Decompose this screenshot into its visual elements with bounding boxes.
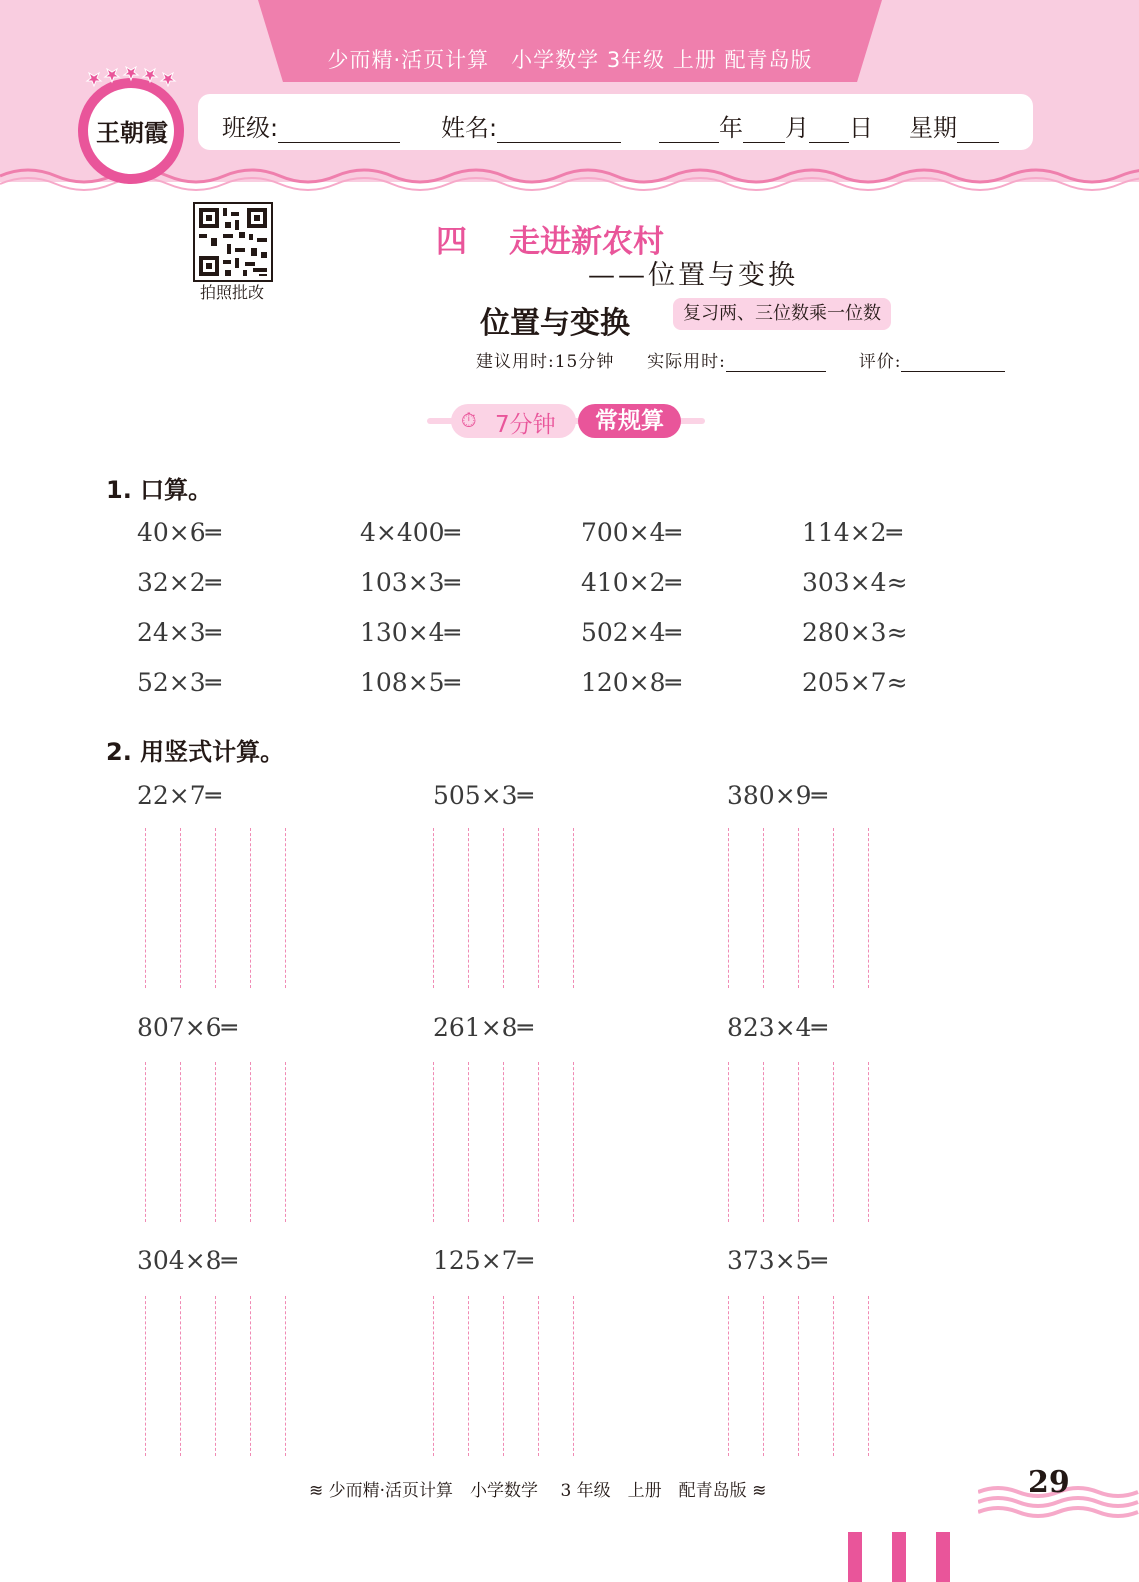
work-guide-line (763, 1062, 764, 1222)
work-guide-line (728, 1062, 729, 1222)
work-guide-line (868, 828, 869, 988)
work-guide-line (215, 828, 216, 988)
work-guide-line (798, 1296, 799, 1456)
q1-problem: 303×4≈ (802, 568, 908, 597)
time-info (476, 347, 1005, 372)
work-guide-line (573, 828, 574, 988)
work-guide-line (763, 828, 764, 988)
q1-problem: 120×8═ (581, 668, 681, 697)
work-guide-line (433, 828, 434, 988)
work-guide-line (180, 1296, 181, 1456)
class-blank[interactable] (278, 118, 400, 143)
work-guide-line (145, 1296, 146, 1456)
work-guide-line (868, 1296, 869, 1456)
work-guide-line (250, 1062, 251, 1222)
year-label: 年 (719, 114, 743, 142)
rating-blank[interactable] (901, 353, 1005, 372)
work-guide-line (250, 828, 251, 988)
work-guide-line (503, 1062, 504, 1222)
date-field[interactable] (659, 108, 873, 143)
work-guide-line (145, 828, 146, 988)
day-label: 日 (849, 114, 873, 142)
q1-problem: 410×2═ (581, 568, 681, 597)
q1-problem: 205×7≈ (802, 668, 908, 697)
page-number: 29 (1028, 1465, 1070, 1500)
work-guide-line (573, 1062, 574, 1222)
work-guide-line (728, 828, 729, 988)
weekday-blank[interactable] (957, 118, 999, 143)
q2-problem: 380×9═ (727, 781, 827, 810)
q2-problem: 823×4═ (727, 1013, 827, 1042)
work-guide-line (538, 828, 539, 988)
name-field[interactable] (441, 108, 621, 143)
q2-problem: 505×3═ (433, 781, 533, 810)
q2-heading: 2. 用竖式计算。 (106, 738, 285, 766)
q1-heading: 1. 口算。 (106, 476, 213, 504)
q2-problem: 125×7═ (433, 1246, 533, 1275)
qr-code-icon (195, 204, 271, 280)
work-guide-line (538, 1062, 539, 1222)
work-guide-line (833, 1296, 834, 1456)
edge-bar (848, 1532, 862, 1582)
rating-label: 评价: (858, 352, 902, 372)
work-guide-line (215, 1062, 216, 1222)
series-title: 少而精·活页计算 小学数学 3年级 上册 配青岛版 (327, 48, 813, 72)
q1-problem: 700×4═ (581, 518, 681, 547)
work-guide-line (180, 1062, 181, 1222)
work-guide-line (798, 1062, 799, 1222)
work-guide-line (728, 1296, 729, 1456)
work-guide-line (833, 828, 834, 988)
section-kind: 常规算 (578, 404, 681, 438)
name-label: 姓名: (441, 114, 498, 142)
q2-problem: 261×8═ (433, 1013, 533, 1042)
edge-bar (892, 1532, 906, 1582)
work-guide-line (503, 828, 504, 988)
q1-problem: 103×3═ (360, 568, 460, 597)
work-guide-line (573, 1296, 574, 1456)
q1-problem: 24×3═ (137, 618, 221, 647)
lesson-title: 位置与变换 (480, 306, 630, 341)
footer-text: ≋ 少而精·活页计算 小学数学 3 年级 上册 配青岛版 ≋ (309, 1481, 767, 1501)
work-guide-line (180, 828, 181, 988)
unit-number: 四 (436, 224, 467, 260)
unit-subtitle: ——位置与变换 (588, 260, 798, 291)
month-label: 月 (785, 114, 809, 142)
q1-problem: 108×5═ (360, 668, 460, 697)
q1-problem: 502×4═ (581, 618, 681, 647)
actual-time-label: 实际用时: (647, 352, 726, 372)
unit-title: 走进新农村 (509, 224, 664, 260)
qr-label: 拍照批改 (199, 283, 264, 302)
name-blank[interactable] (497, 118, 621, 143)
work-guide-line (433, 1062, 434, 1222)
q2-problem: 807×6═ (137, 1013, 237, 1042)
class-label: 班级: (222, 114, 279, 142)
class-field[interactable] (222, 108, 400, 143)
work-guide-line (215, 1296, 216, 1456)
q1-problem: 130×4═ (360, 618, 460, 647)
q1-problem: 280×3≈ (802, 618, 908, 647)
q2-problem: 373×5═ (727, 1246, 827, 1275)
work-guide-line (798, 828, 799, 988)
weekday-field[interactable] (909, 108, 999, 143)
q1-problem: 114×2═ (802, 518, 902, 547)
logo-text: 王朝霞 (96, 118, 168, 147)
q1-problem: 52×3═ (137, 668, 221, 697)
q2-problem: 304×8═ (137, 1246, 237, 1275)
lesson-tag: 复习两、三位数乘一位数 (673, 298, 891, 330)
work-guide-line (763, 1296, 764, 1456)
work-guide-line (285, 1062, 286, 1222)
work-guide-line (868, 1062, 869, 1222)
q2-problem: 22×7═ (137, 781, 221, 810)
month-blank[interactable] (743, 118, 785, 143)
qr-code[interactable] (193, 202, 273, 282)
q1-problem: 4×400═ (360, 518, 460, 547)
work-guide-line (250, 1296, 251, 1456)
work-guide-line (468, 1296, 469, 1456)
actual-time-blank[interactable] (726, 353, 826, 372)
stopwatch-icon: ⏱ (461, 408, 477, 432)
work-guide-line (833, 1062, 834, 1222)
work-guide-line (468, 1062, 469, 1222)
year-blank[interactable] (659, 118, 719, 143)
work-guide-line (433, 1296, 434, 1456)
q1-problem: 32×2═ (137, 568, 221, 597)
suggested-time: 建议用时:15分钟 (476, 352, 615, 372)
day-blank[interactable] (809, 118, 849, 143)
work-guide-line (285, 828, 286, 988)
q1-problem: 40×6═ (137, 518, 221, 547)
work-guide-line (145, 1062, 146, 1222)
work-guide-line (503, 1296, 504, 1456)
weekday-label: 星期 (909, 114, 957, 142)
section-time: 7分钟 (495, 412, 556, 438)
work-guide-line (538, 1296, 539, 1456)
edge-bar (936, 1532, 950, 1582)
work-guide-line (468, 828, 469, 988)
work-guide-line (285, 1296, 286, 1456)
